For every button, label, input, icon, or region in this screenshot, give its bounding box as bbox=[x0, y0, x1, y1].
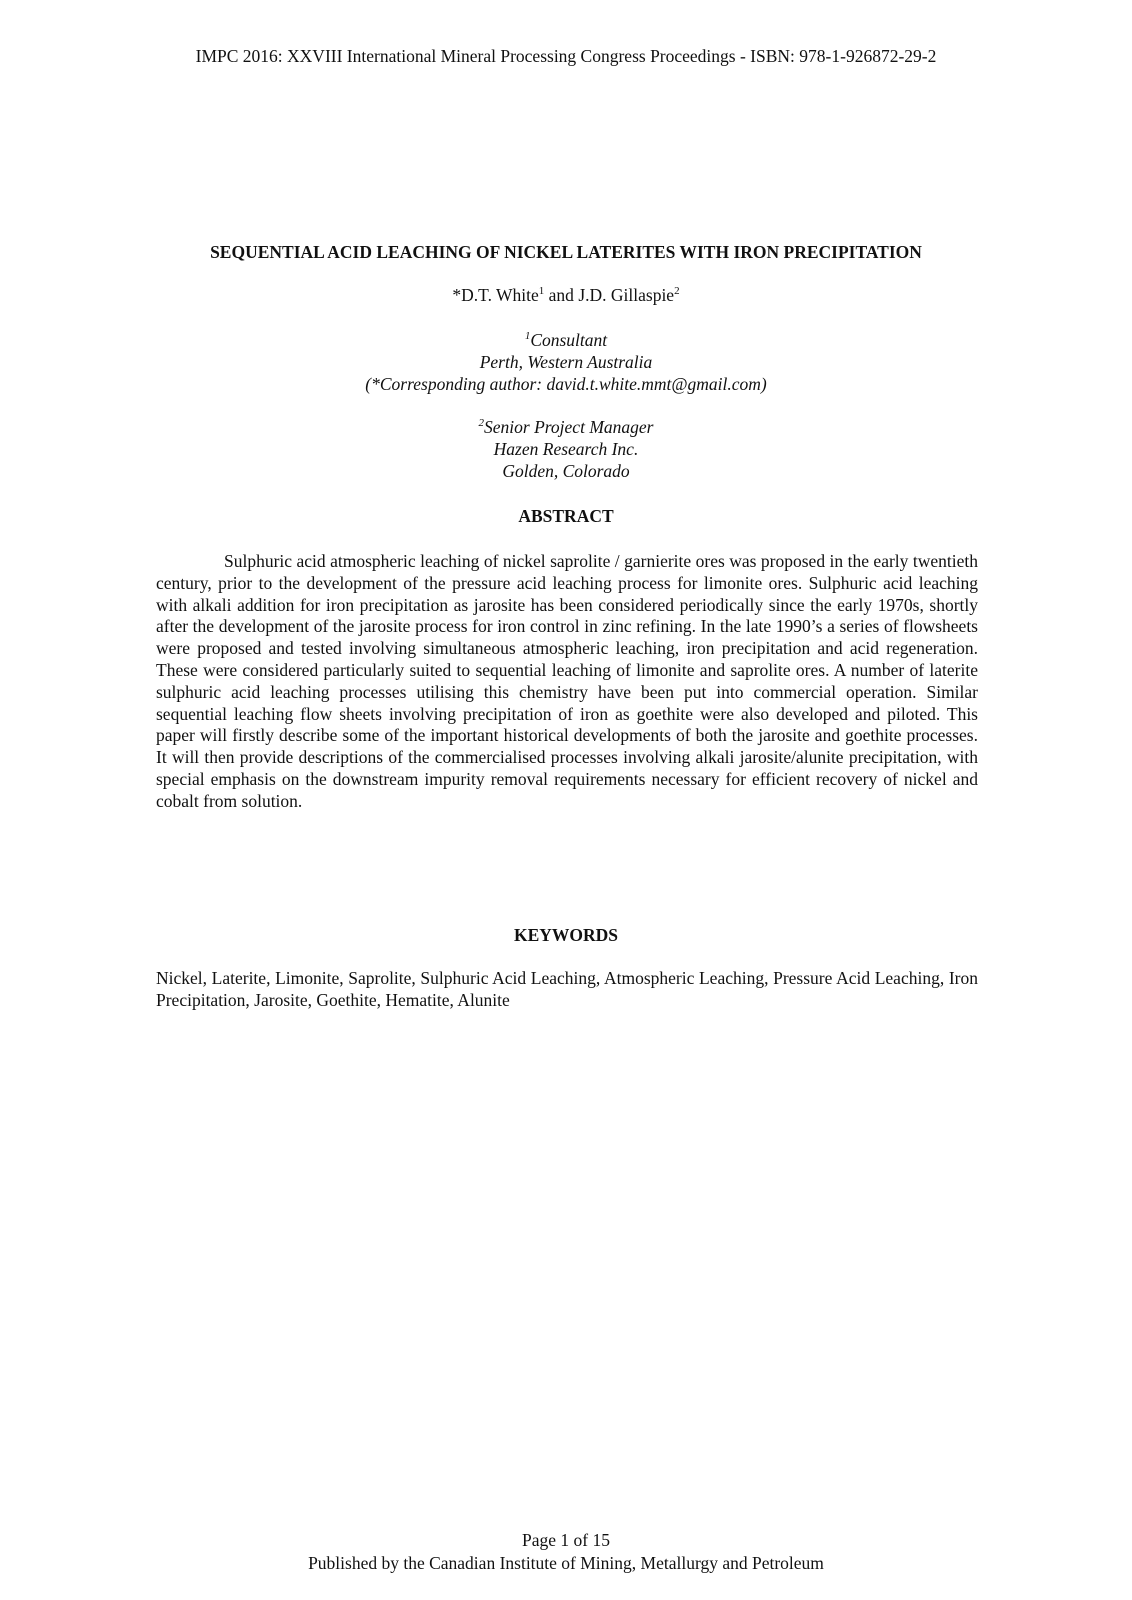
author-2-affiliation-mark: 2 bbox=[674, 285, 680, 298]
affiliation-2-organization: Hazen Research Inc. bbox=[493, 439, 639, 459]
paper-title: SEQUENTIAL ACID LEACHING OF NICKEL LATERITES WITH IRON PRECIPITATION bbox=[210, 242, 922, 262]
abstract-text: Sulphuric acid atmospheric leaching of nickel saprolite / garnierite ores was proposed in the early twentieth century, prior to the development of the pressure acid leaching process for limonite ores. Sulphuric acid leaching with alkali addition for iron precipitation as jarosite has been considered periodically since the early 1970s, shortly after the development of the jarosite process for iron control in zinc refining. In the late 1990’s a series of flowsheets were proposed and tested involving simultaneous atmospheric leaching, iron precipitation and acid regeneration. These were considered particularly suited to sequential leaching of limonite and saprolite ores. A number of laterite sulphuric acid leaching processes utilising this chemistry have been put into commercial operation. Similar sequential leaching flow sheets involving precipitation of iron as goethite were also developed and piloted. This paper will firstly describe some of the important historical developments of both the jarosite and goethite processes. It will then provide descriptions of the commercialised processes involving alkali jarosite/alunite precipitation, with special emphasis on the downstream impurity removal requirements necessary for efficient recovery of nickel and cobalt from solution. bbox=[156, 551, 978, 811]
keywords-heading: KEYWORDS bbox=[513, 925, 619, 945]
author-1-affiliation-mark: 1 bbox=[538, 285, 545, 298]
author-2-name: J.D. Gillaspie bbox=[578, 285, 675, 305]
corresponding-author-contact: (*Corresponding author: david.t.white.mmt@gmail.com) bbox=[365, 374, 767, 394]
author-line bbox=[0, 285, 1132, 306]
author-conjunction: and bbox=[544, 285, 579, 305]
keywords-text: Nickel, Laterite, Limonite, Saprolite, Sulphuric Acid Leaching, Atmospheric Leaching, Pressure Acid Leaching, Iron Precipitation, Jarosite, Goethite, Hematite, Alunite bbox=[156, 968, 978, 1010]
affiliation-2-location: Golden, Colorado bbox=[502, 461, 630, 481]
affiliation-1-location: Perth, Western Australia bbox=[479, 352, 653, 372]
affiliation-1 bbox=[0, 329, 1132, 395]
affiliation-2-mark: 2 bbox=[478, 417, 485, 430]
running-header: IMPC 2016: XXVIII International Mineral Processing Congress Proceedings - ISBN: 978-1-926872-29-2 bbox=[195, 46, 937, 66]
page-number: Page 1 of 15 bbox=[522, 1530, 610, 1550]
publisher-footer: Published by the Canadian Institute of Mining, Metallurgy and Petroleum bbox=[308, 1553, 824, 1573]
abstract-heading: ABSTRACT bbox=[518, 506, 614, 526]
affiliation-1-mark: 1 bbox=[524, 330, 531, 343]
author-1-name: *D.T. White bbox=[452, 285, 539, 305]
affiliation-1-role: $^1$Consultant bbox=[524, 330, 608, 350]
affiliation-2-role: $^2$Senior Project Manager bbox=[478, 417, 654, 437]
affiliation-2 bbox=[0, 416, 1132, 482]
